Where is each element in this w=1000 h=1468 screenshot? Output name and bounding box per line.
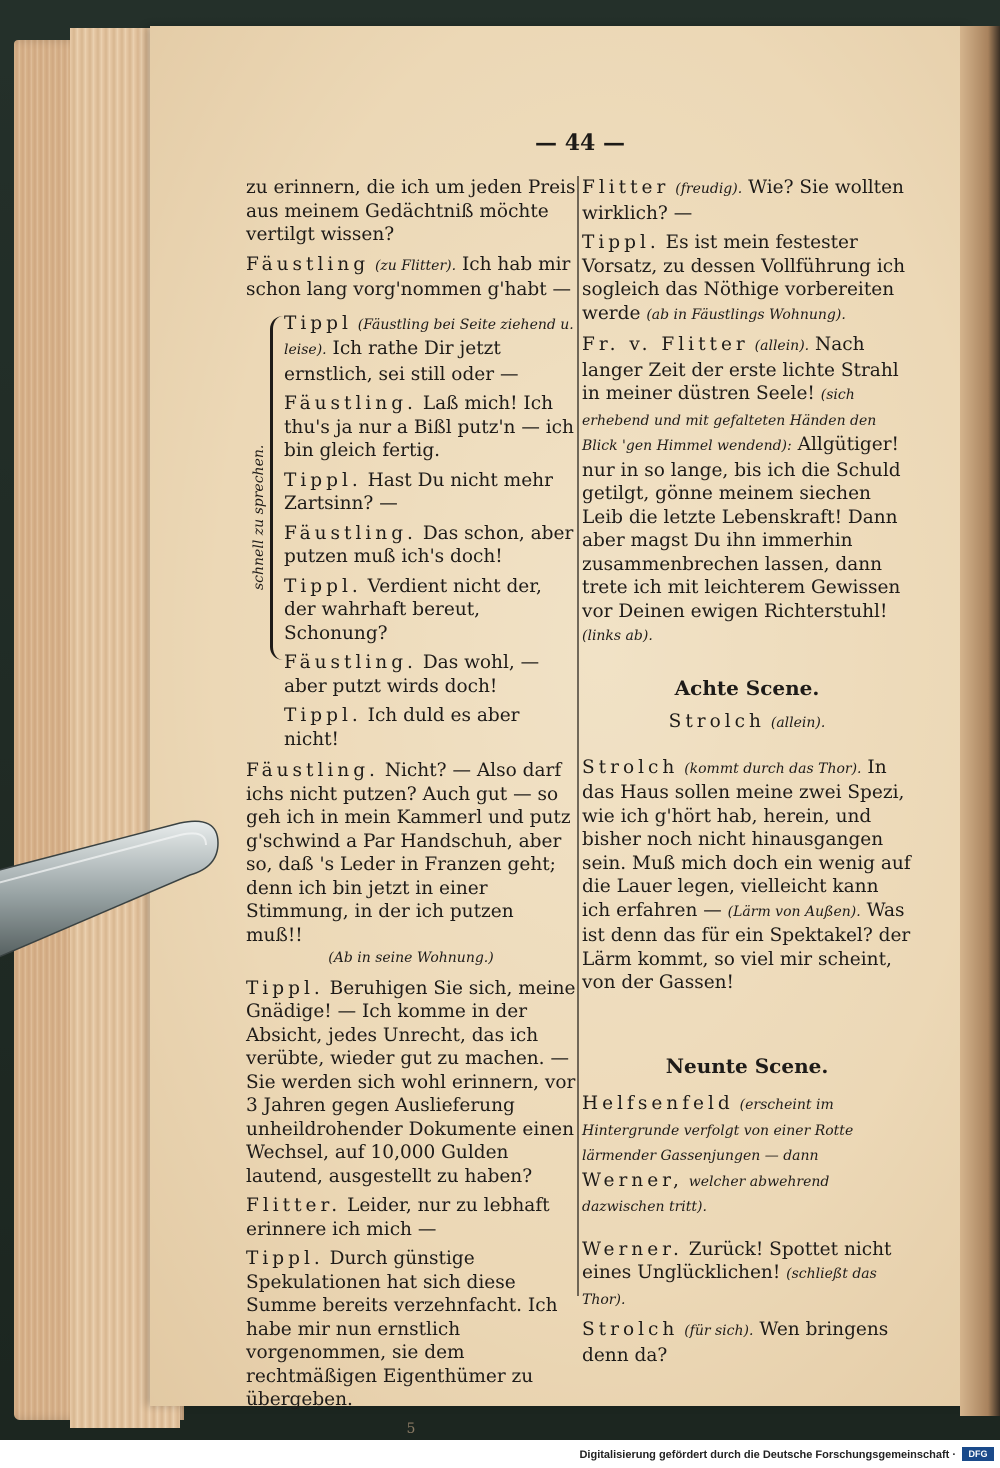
page-number: — 44 — bbox=[535, 130, 625, 156]
scene-cast bbox=[582, 710, 912, 736]
stage-direction: welcher abwehrend dazwischen tritt). bbox=[582, 1173, 830, 1215]
speaker: Tippl. bbox=[284, 575, 362, 597]
paragraph bbox=[246, 176, 576, 247]
stage-direction: (erscheint im Hintergrunde verfolgt von einer Rotte lärmender Gassenjungen — dann bbox=[582, 1097, 854, 1164]
speaker: Fäustling. bbox=[284, 522, 417, 544]
speaker: Tippl. bbox=[246, 977, 324, 999]
dialogue-line bbox=[284, 704, 576, 751]
speaker: Tippl bbox=[284, 312, 352, 334]
speaker: Fäustling. bbox=[284, 652, 417, 673]
speaker: Fäustling. bbox=[246, 760, 379, 781]
stage-direction: (kommt durch das Thor). bbox=[684, 760, 862, 777]
left-column bbox=[246, 176, 576, 1441]
dialogue-text: Das wohl, — aber putzt wirds doch! bbox=[284, 652, 540, 697]
speaker: Tippl. bbox=[284, 705, 362, 726]
paragraph bbox=[582, 176, 912, 225]
dialogue-text: Hast Du nicht mehr Zartsinn? — bbox=[284, 469, 553, 514]
stage-direction: (für sich). bbox=[684, 1323, 754, 1339]
stage-direction: (freudig). bbox=[675, 181, 743, 197]
stage-direction: (links ab). bbox=[582, 628, 653, 644]
paragraph bbox=[246, 977, 576, 1189]
column-divider bbox=[577, 176, 579, 1296]
paragraph-text: Ich hab mir schon lang vorg'nommen g'habt — bbox=[246, 253, 572, 300]
bottom-mark: 5 bbox=[406, 1420, 416, 1437]
dialogue-line bbox=[284, 575, 576, 646]
paragraph-text: Nach langer Zeit der erste lichte Strahl in meiner düstren Seele! bbox=[582, 334, 899, 404]
page-gutter bbox=[960, 26, 1000, 1416]
speaker: Flitter. bbox=[246, 1195, 342, 1216]
speaker: Strolch bbox=[582, 1319, 679, 1340]
speaker: Helfsenfeld bbox=[582, 1093, 734, 1114]
speaker: Strolch bbox=[668, 711, 765, 732]
paragraph-text: Es ist mein festester Vorsatz, zu dessen Vollführung ich sogleich das Nöthige vorbereiten werde bbox=[582, 232, 906, 324]
paragraph-text: Nicht? — Also darf ichs nicht putzen? Auch gut — so geh ich in mein Kammerl und putz g'schwind a Par Handschuh, aber so, daß 's Leder in Franzen geht; denn ich bin jetzt in einer Stimmung, in der ich putzen muß!! bbox=[246, 760, 571, 946]
speaker: Tippl. bbox=[582, 232, 660, 253]
speaker: Werner. bbox=[582, 1238, 683, 1260]
footer-credit: Digitalisierung gefördert durch die Deutsche Forschungsgemeinschaft · bbox=[579, 1449, 956, 1461]
side-note: schnell zu sprechen. bbox=[251, 443, 267, 590]
stage-direction: (ab in Fäustlings Wohnung). bbox=[646, 306, 846, 323]
page-clip bbox=[0, 815, 225, 965]
paragraph-text: Was ist denn das für ein Spektakel? der Lärm kommt, so viel mir scheint, von der Gassen! bbox=[582, 899, 911, 993]
speaker: Werner, bbox=[582, 1169, 683, 1191]
scene-heading: Achte Scene. bbox=[674, 675, 820, 700]
speaker: Fäustling. bbox=[284, 393, 417, 414]
paragraph bbox=[582, 1092, 912, 1220]
dialogue-line bbox=[284, 392, 576, 463]
aside-dialogue-block bbox=[246, 312, 576, 752]
paragraph bbox=[246, 1247, 576, 1412]
paragraph-text: Beruhigen Sie sich, meine Gnädige! — Ich komme in der Absicht, jedes Unrecht, das ich verübte, wieder gut zu machen. — Sie werden sich wohl erinnern, vor 3 Jahren gegen Auslieferung unheildrohender Dokumente einen Wechsel, auf 10,000 Gulden lautend, ausgestellt zu haben? bbox=[246, 977, 576, 1187]
dialogue-text: Ich duld es aber nicht! bbox=[284, 705, 520, 750]
paragraph bbox=[582, 1318, 912, 1367]
footer-bar bbox=[0, 1440, 1000, 1468]
paragraph-text: Durch günstige Spekulationen hat sich diese Summe bereits verzehnfacht. Ich habe mir nun ernstlich vorgenommen, sie dem rechtmäßigen Eigenthümer zu übergeben. bbox=[246, 1248, 558, 1410]
speaker: Fr. v. Flitter bbox=[582, 334, 749, 355]
stage-direction: (Ab in seine Wohnung.) bbox=[328, 950, 494, 966]
paragraph-text: Allgütiger! nur in so lange, bis ich die Schuld getilgt, gönne meinem siechen Leib die letzte Lebenskraft! Dann aber magst Du ihn immerhin zusammenbrechen lassen, dann trete ich mit leichterem Gewissen vor Deinen ewigen Richterstuhl! bbox=[582, 434, 901, 622]
stage-direction: (sich erhebend und mit gefalteten Händen den Blick 'gen Himmel wendend): bbox=[582, 387, 877, 454]
paragraph-text: Wen bringens denn da? bbox=[582, 1319, 889, 1366]
dialogue-line bbox=[284, 469, 576, 516]
dialogue-text: Laß mich! Ich thu's ja nur a Bißl putz'n — ich bin gleich fertig. bbox=[284, 393, 574, 461]
paragraph-text: In das Haus sollen meine zwei Spezi, wie ich g'hört hab, herein, und bisher noch nicht hinausgangen sein. Muß mich doch ein wenig auf die Lauer legen, vielleicht kann ich erfahren — bbox=[582, 756, 911, 921]
stage-direction: (allein). bbox=[770, 715, 826, 731]
dfg-logo: DFG bbox=[962, 1447, 994, 1461]
brace bbox=[270, 316, 283, 660]
paragraph bbox=[246, 759, 576, 971]
dialogue-text: Verdient nicht der, der wahrhaft bereut, Schonung? bbox=[284, 575, 542, 644]
stage-direction: (Fäustling bei Seite ziehend u. leise). bbox=[284, 316, 574, 358]
paragraph bbox=[582, 333, 912, 649]
paragraph bbox=[246, 253, 576, 302]
speaker: Tippl. bbox=[246, 1248, 324, 1269]
speaker: Tippl. bbox=[284, 469, 362, 491]
scene-heading: Neunte Scene. bbox=[665, 1053, 829, 1078]
dialogue-line bbox=[284, 651, 576, 698]
paragraph-text: Wie? Sie wollten wirklich? — bbox=[582, 177, 904, 224]
speaker: Strolch bbox=[582, 756, 679, 778]
paragraph bbox=[582, 231, 912, 327]
dialogue-text: Ich rathe Dir jetzt ernstlich, sei still oder — bbox=[284, 338, 519, 385]
paragraph bbox=[246, 1194, 576, 1241]
paragraph bbox=[582, 1238, 912, 1313]
dialogue-text: Das schon, aber putzen muß ich's doch! bbox=[284, 522, 574, 567]
speaker: Flitter bbox=[582, 177, 670, 198]
paragraph-text: Leider, nur zu lebhaft erinnere ich mich — bbox=[246, 1195, 550, 1240]
stage-direction: (allein). bbox=[754, 338, 810, 354]
speaker: Fäustling bbox=[246, 253, 370, 275]
dialogue-line bbox=[284, 312, 576, 387]
paragraph-text: Zurück! Spottet nicht eines Unglücklichen! bbox=[582, 1238, 892, 1283]
stage-direction: (Lärm von Außen). bbox=[727, 903, 861, 920]
paragraph-text: zu erinnern, die ich um jeden Preis aus meinem Gedächtniß möchte vertilgt wissen? bbox=[246, 177, 576, 245]
dialogue-line bbox=[284, 522, 576, 569]
right-column bbox=[582, 176, 912, 1373]
paragraph bbox=[582, 756, 912, 995]
stage-direction: (schließt das Thor). bbox=[582, 1266, 877, 1308]
stage-direction: (zu Flitter). bbox=[374, 257, 457, 274]
